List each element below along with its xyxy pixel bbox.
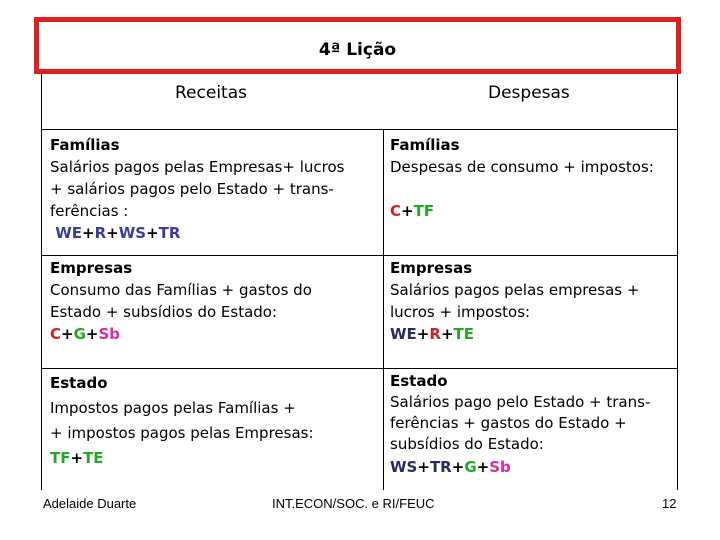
cell-heading: Empresas <box>390 259 473 277</box>
formula-token: TR <box>158 224 181 242</box>
formula-token: WE <box>390 325 417 343</box>
cell-line: lucros + impostos: <box>390 303 531 321</box>
cell-line: subsídios do Estado: <box>390 435 544 453</box>
formula-token: TE <box>453 325 474 343</box>
formula-token: + <box>146 224 159 242</box>
formula <box>50 222 375 244</box>
cell-line: Impostos pagos pelas Famílias + <box>50 399 296 417</box>
formula <box>50 446 375 471</box>
formula-token: + <box>61 325 74 343</box>
cell-heading: Famílias <box>50 136 120 154</box>
formula-token: + <box>401 202 414 220</box>
slide-title: 4ª Lição <box>318 40 397 60</box>
formula-token: + <box>85 325 99 343</box>
formula-token: WS <box>390 458 418 476</box>
cell-heading: Famílias <box>390 136 460 154</box>
formula-token: + <box>440 325 454 343</box>
cell-line: Salários pagos pelas Empresas+ lucros <box>50 158 345 176</box>
formula-token: + <box>416 325 430 343</box>
cell-line: Salários pagos pelas empresas + <box>390 281 640 299</box>
formula-token: + <box>106 224 119 242</box>
cell-heading: Empresas <box>50 259 133 277</box>
formula-token: Sb <box>98 325 121 343</box>
cell-estado-receitas <box>50 371 375 471</box>
divider-header <box>42 129 677 130</box>
cell-empresas-receitas <box>50 257 375 345</box>
cell-familias-receitas <box>50 134 375 244</box>
formula-token: TF <box>50 449 71 467</box>
formula <box>390 457 675 478</box>
formula-token: + <box>417 458 430 476</box>
formula-token: Sb <box>489 458 511 476</box>
cell-estado-despesas <box>390 371 675 478</box>
formula-token: WE <box>50 224 83 242</box>
formula-token: + <box>476 458 490 476</box>
header-despesas: Despesas <box>488 83 570 103</box>
formula <box>390 200 675 222</box>
formula-token: C <box>390 202 402 220</box>
column-divider <box>383 129 384 490</box>
title-box <box>34 17 681 74</box>
formula-token: R <box>429 325 441 343</box>
formula-token: G <box>73 325 86 343</box>
cell-line: Despesas de consumo + impostos: <box>390 158 654 176</box>
formula-token: + <box>451 458 465 476</box>
cell-heading: Estado <box>390 372 448 390</box>
footer-course: INT.ECON/SOC. e RI/FEUC <box>272 496 435 511</box>
formula-token: + <box>70 449 84 467</box>
cell-line: ferências : <box>50 202 129 220</box>
formula-token: WS <box>118 224 147 242</box>
footer-author: Adelaide Duarte <box>43 496 137 511</box>
cell-line: + salários pagos pelo Estado + trans- <box>50 180 334 198</box>
formula-token: R <box>94 224 107 242</box>
cell-heading: Estado <box>50 374 108 392</box>
cell-line: ferências + gastos do Estado + <box>390 414 627 432</box>
cell-line: Estado + subsídios do Estado: <box>50 303 278 321</box>
cell-familias-despesas <box>390 134 675 222</box>
footer-page-number: 12 <box>662 496 677 511</box>
formula-token: G <box>464 458 477 476</box>
divider-row-2 <box>42 368 677 369</box>
divider-row-1 <box>42 255 677 256</box>
cell-empresas-despesas <box>390 257 675 345</box>
formula <box>50 323 375 345</box>
formula-token: TE <box>83 449 104 467</box>
ledger-table <box>41 74 678 490</box>
formula <box>390 323 675 345</box>
formula-token: TF <box>413 202 435 220</box>
cell-line: Salários pago pelo Estado + trans- <box>390 393 651 411</box>
header-receitas: Receitas <box>175 83 247 103</box>
cell-line: + impostos pagos pelas Empresas: <box>50 424 314 442</box>
formula-token: + <box>82 224 95 242</box>
formula-token: TR <box>429 458 452 476</box>
cell-line: Consumo das Famílias + gastos do <box>50 281 312 299</box>
formula-token: C <box>50 325 62 343</box>
